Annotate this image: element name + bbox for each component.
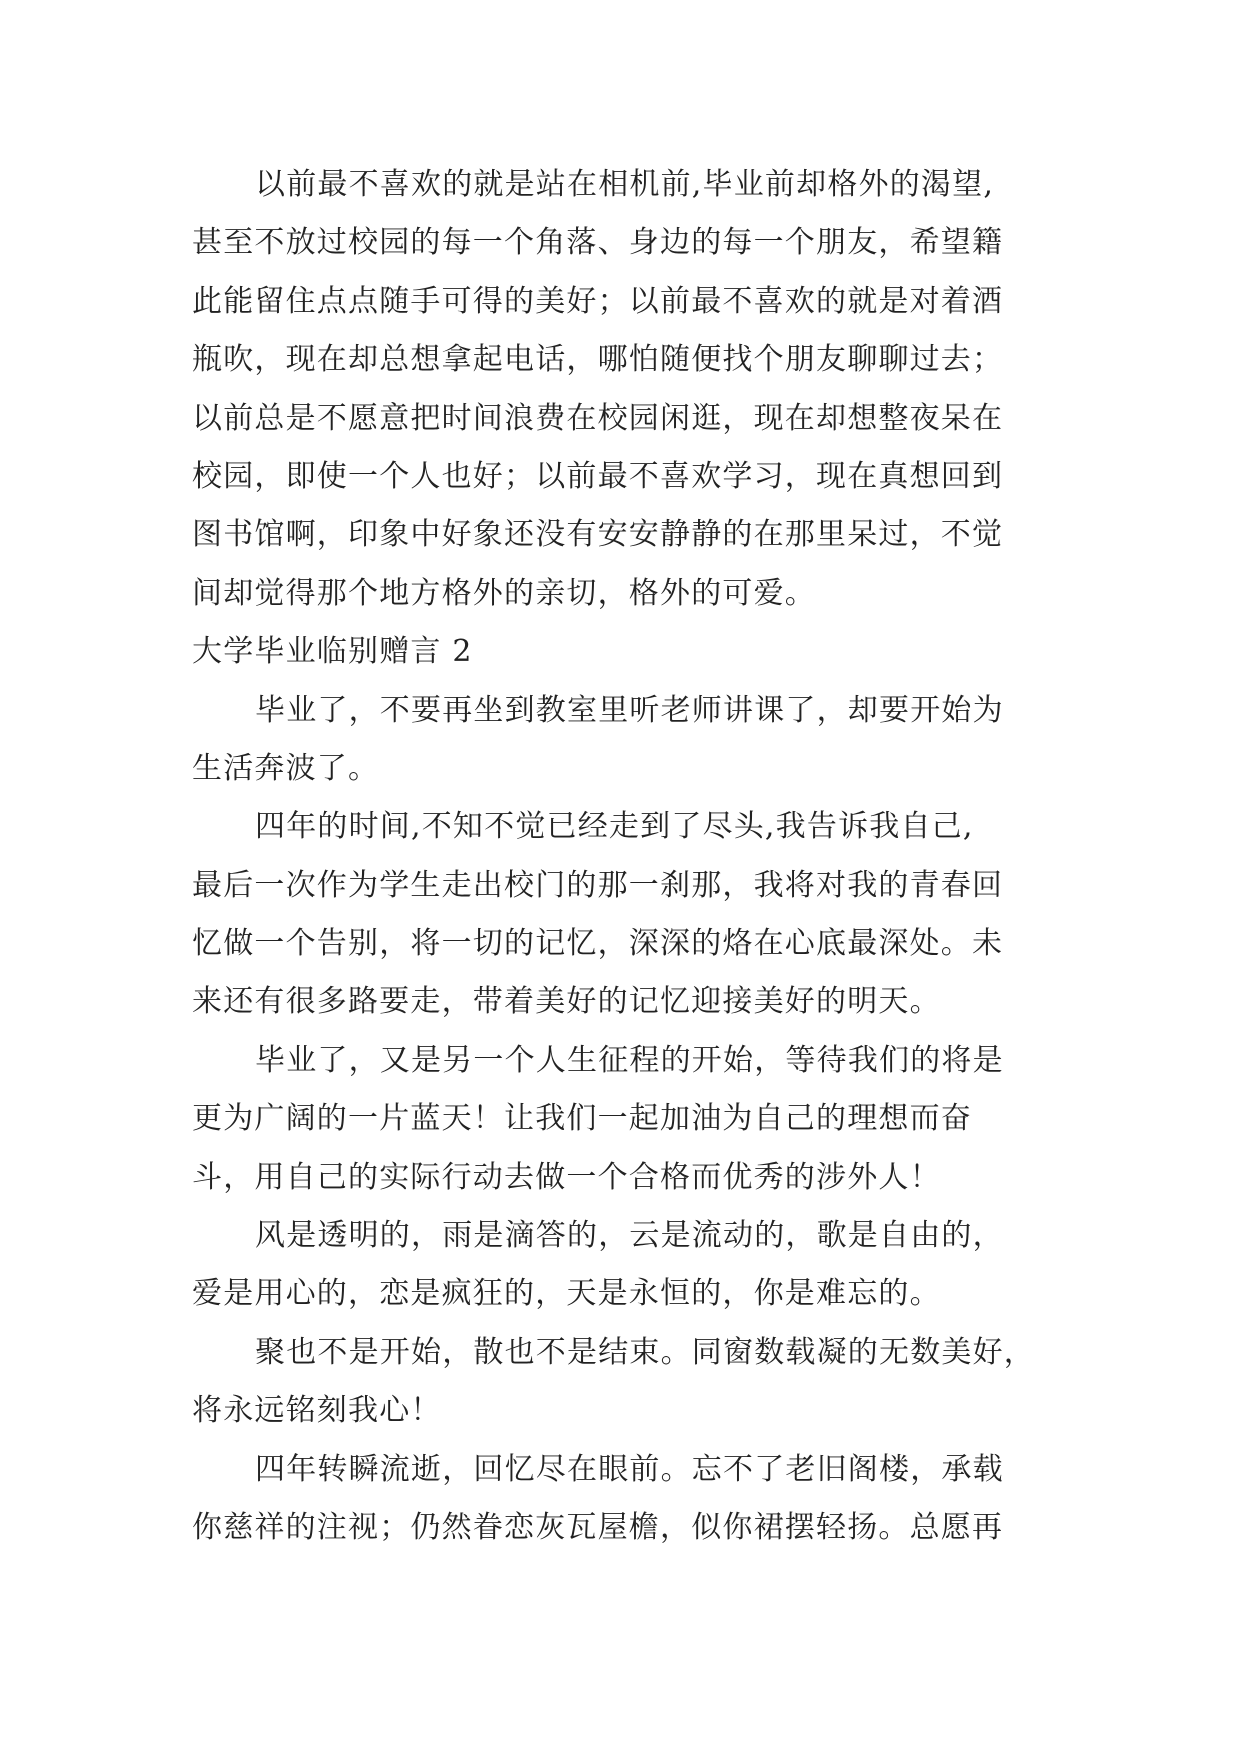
text-line: 瓶吹，现在却总想拿起电话，哪怕随便找个朋友聊聊过去； bbox=[192, 342, 1004, 378]
text-line: 风是透明的，雨是滴答的，云是流动的，歌是自由的， bbox=[255, 1218, 1004, 1254]
text-line: 间却觉得那个地方格外的亲切，格外的可爱。 bbox=[192, 575, 816, 611]
text-line: 爱是用心的，恋是疯狂的，天是永恒的，你是难忘的。 bbox=[192, 1276, 941, 1312]
text-line: 来还有很多路要走，带着美好的记忆迎接美好的明天。 bbox=[192, 984, 941, 1020]
text-line: 图书馆啊，印象中好象还没有安安静静的在那里呆过，不觉 bbox=[192, 517, 1004, 553]
text-line: 以前最不喜欢的就是站在相机前,毕业前却格外的渴望, bbox=[255, 167, 995, 202]
text-line: 斗，用自己的实际行动去做一个合格而优秀的涉外人！ bbox=[192, 1159, 941, 1195]
text-line: 毕业了，不要再坐到教室里听老师讲课了，却要开始为 bbox=[255, 692, 1004, 728]
text-line: 校园，即使一个人也好；以前最不喜欢学习，现在真想回到 bbox=[192, 458, 1004, 494]
text-line: 四年转瞬流逝，回忆尽在眼前。忘不了老旧阁楼，承载 bbox=[255, 1451, 1004, 1487]
text-line: 你慈祥的注视；仍然眷恋灰瓦屋檐，似你裙摆轻扬。总愿再 bbox=[192, 1509, 1004, 1545]
text-line: 甚至不放过校园的每一个角落、身边的每一个朋友，希望籍 bbox=[192, 225, 1004, 261]
text-line: 最后一次作为学生走出校门的那一刹那，我将对我的青春回 bbox=[192, 867, 1004, 903]
text-line: 更为广阔的一片蓝天！让我们一起加油为自己的理想而奋 bbox=[192, 1101, 972, 1137]
text-line: 四年的时间,不知不觉已经走到了尽头,我告诉我自己, bbox=[255, 809, 974, 845]
text-line: 此能留住点点随手可得的美好；以前最不喜欢的就是对着酒 bbox=[192, 283, 1004, 319]
text-line: 生活奔波了。 bbox=[192, 750, 380, 786]
text-line: 忆做一个告别，将一切的记忆，深深的烙在心底最深处。未 bbox=[192, 926, 1004, 962]
text-line: 将永远铭刻我心！ bbox=[192, 1393, 442, 1429]
text-line: 毕业了，又是另一个人生征程的开始，等待我们的将是 bbox=[255, 1042, 1004, 1078]
document-body bbox=[192, 156, 1072, 1557]
text-line: 以前总是不愿意把时间浪费在校园闲逛，现在却想整夜呆在 bbox=[192, 400, 1004, 436]
text-line: 聚也不是开始，散也不是结束。同窗数载凝的无数美好， bbox=[255, 1334, 1035, 1370]
section-heading: 大学毕业临别赠言 2 bbox=[192, 634, 473, 670]
